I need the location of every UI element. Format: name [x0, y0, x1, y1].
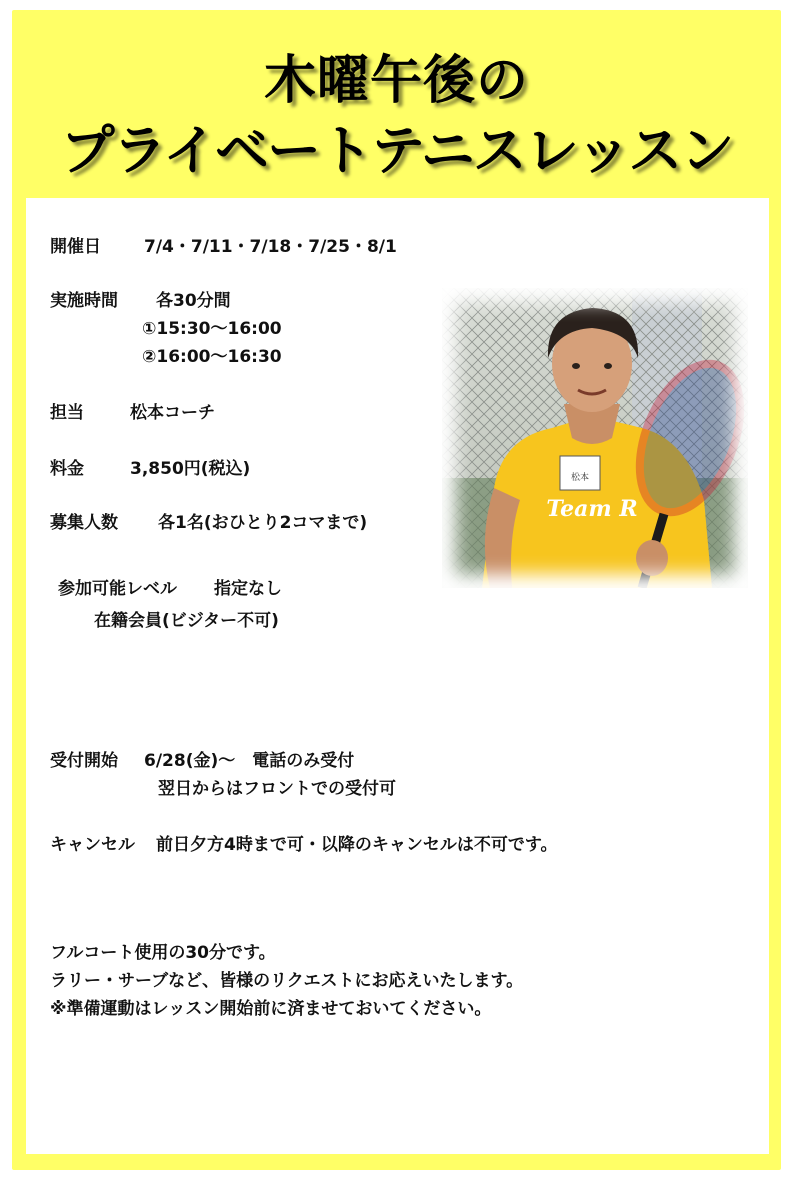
time-slot-1: ①15:30〜16:00: [142, 319, 282, 339]
date-value: 7/4・7/11・7/18・7/25・8/1: [144, 237, 397, 257]
note-line-3: ※準備運動はレッスン開始前に済ませておいてください。: [50, 999, 492, 1019]
date-label: 開催日: [50, 237, 101, 257]
fee-label: 料金: [50, 459, 84, 479]
note-line-2: ラリー・サーブなど、皆様のリクエストにお応えいたします。: [50, 971, 524, 991]
reception-label: 受付開始: [50, 751, 118, 771]
badge-text: 松本: [570, 473, 590, 483]
coach-label: 担当: [50, 403, 84, 423]
level-value: 指定なし: [214, 579, 282, 599]
coach-value: 松本コーチ: [130, 403, 215, 423]
reception-value: 6/28(金)〜 電話のみ受付: [144, 751, 355, 771]
coach-photo: [442, 288, 748, 588]
cancel-label: キャンセル: [50, 835, 135, 855]
capacity-value: 各1名(おひとり2コマまで): [158, 513, 368, 533]
eligibility-text: 在籍会員(ビジター不可): [94, 611, 279, 631]
shirt-print: Team R: [546, 496, 638, 522]
note-line-1: フルコート使用の30分です。: [50, 943, 276, 963]
time-value: 各30分間: [156, 291, 231, 311]
level-label: 参加可能レベル: [58, 579, 177, 599]
time-slot-2: ②16:00〜16:30: [142, 347, 282, 367]
poster-title-line2: プライベートテニスレッスン: [60, 119, 733, 182]
reception-note: 翌日からはフロントでの受付可: [158, 779, 396, 799]
coach-photo-illustration: [442, 288, 748, 588]
poster-title-line1: 木曜午後の: [263, 51, 529, 111]
cancel-value: 前日夕方4時まで可・以降のキャンセルは不可です。: [156, 835, 558, 855]
time-label: 実施時間: [50, 291, 118, 311]
capacity-label: 募集人数: [50, 513, 118, 533]
fee-value: 3,850円(税込): [130, 459, 251, 479]
